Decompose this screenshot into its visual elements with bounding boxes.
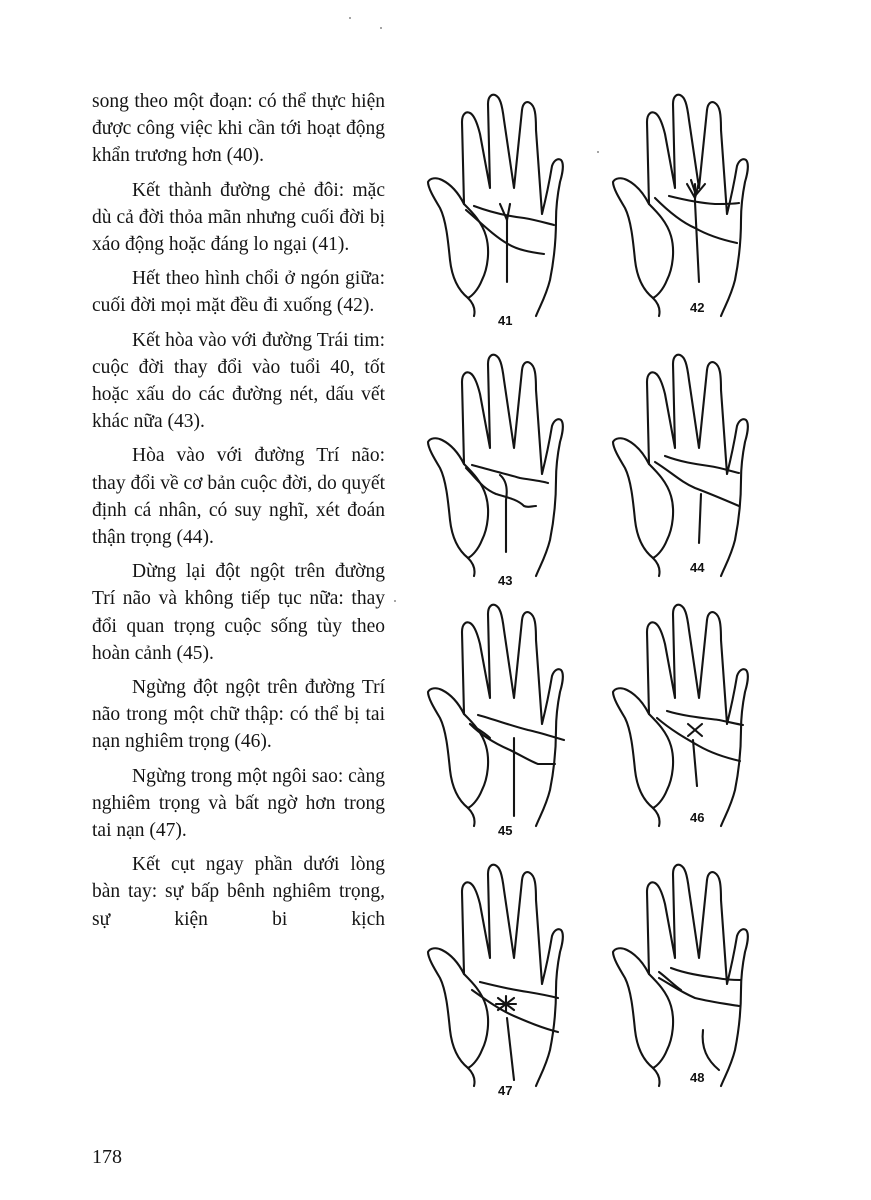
scan-speck [380,27,382,29]
hand-figure-41 [410,80,610,340]
figure-label: 46 [690,810,705,825]
hand-figure-42 [595,80,795,340]
paragraph-42: Hết theo hình chổi ở ngón giữa: cuối đời mọi mặt đều đi xuống (42). [92,268,385,317]
hand-drawing-icon [410,850,610,1110]
figure-label: 44 [690,560,705,575]
hand-figure-43 [410,340,610,600]
hand-drawing-icon [410,590,610,850]
text-column [92,88,385,940]
hand-drawing-icon [410,340,610,600]
scan-speck [349,17,351,19]
paragraph-40: song theo một đoạn: có thể thực hiện được công việc khi cần tới hoạt động khẩn trương hơn (40). [92,91,385,167]
figure-label: 42 [690,300,705,315]
paragraph-41: Kết thành đường chẻ đôi: mặc dù cả đời thỏa mãn nhưng cuối đời bị xáo động hoặc đáng lo ngại (41). [92,179,385,256]
figure-label: 43 [498,573,513,588]
figure-label: 45 [498,823,513,838]
paragraph-48: Kết cụt ngay phần dưới lòng bàn tay: sự bấp bênh nghiêm trọng, sự kiện bi kịch [92,854,385,930]
paragraph-43: Kết hòa vào với đường Trái tim: cuộc đời thay đổi vào tuổi 40, tốt hoặc xấu do các đường nét, dấu vết khác nữa (43). [92,329,385,433]
hand-drawing-icon [410,80,610,340]
hand-figure-46 [595,590,795,850]
figure-label: 48 [690,1070,705,1085]
paragraph-46: Ngừng đột ngột trên đường Trí não trong một chữ thập: có thể bị tai nạn nghiêm trọng (46). [92,677,385,753]
hand-figure-44 [595,340,795,600]
figure-label: 47 [498,1083,513,1098]
figure-label: 41 [498,313,513,328]
paragraph-47: Ngừng trong một ngôi sao: càng nghiêm trọng và bất ngờ hơn trong tai nạn (47). [92,765,385,842]
hand-figure-47 [410,850,610,1110]
paragraph-45: Dừng lại đột ngột trên đường Trí não và không tiếp tục nữa: thay đổi quan trọng cuộc sống tùy theo hoàn cảnh (45). [92,561,385,664]
hand-figure-45 [410,590,610,850]
paragraph-44: Hòa vào với đường Trí não: thay đổi về cơ bản cuộc đời, do quyết định cá nhân, có suy nghĩ, xét đoán thận trọng (44). [92,445,386,549]
page-number: 178 [92,1146,122,1168]
scan-speck [394,600,396,602]
scan-speck [597,151,599,153]
hand-figure-48 [595,850,795,1110]
